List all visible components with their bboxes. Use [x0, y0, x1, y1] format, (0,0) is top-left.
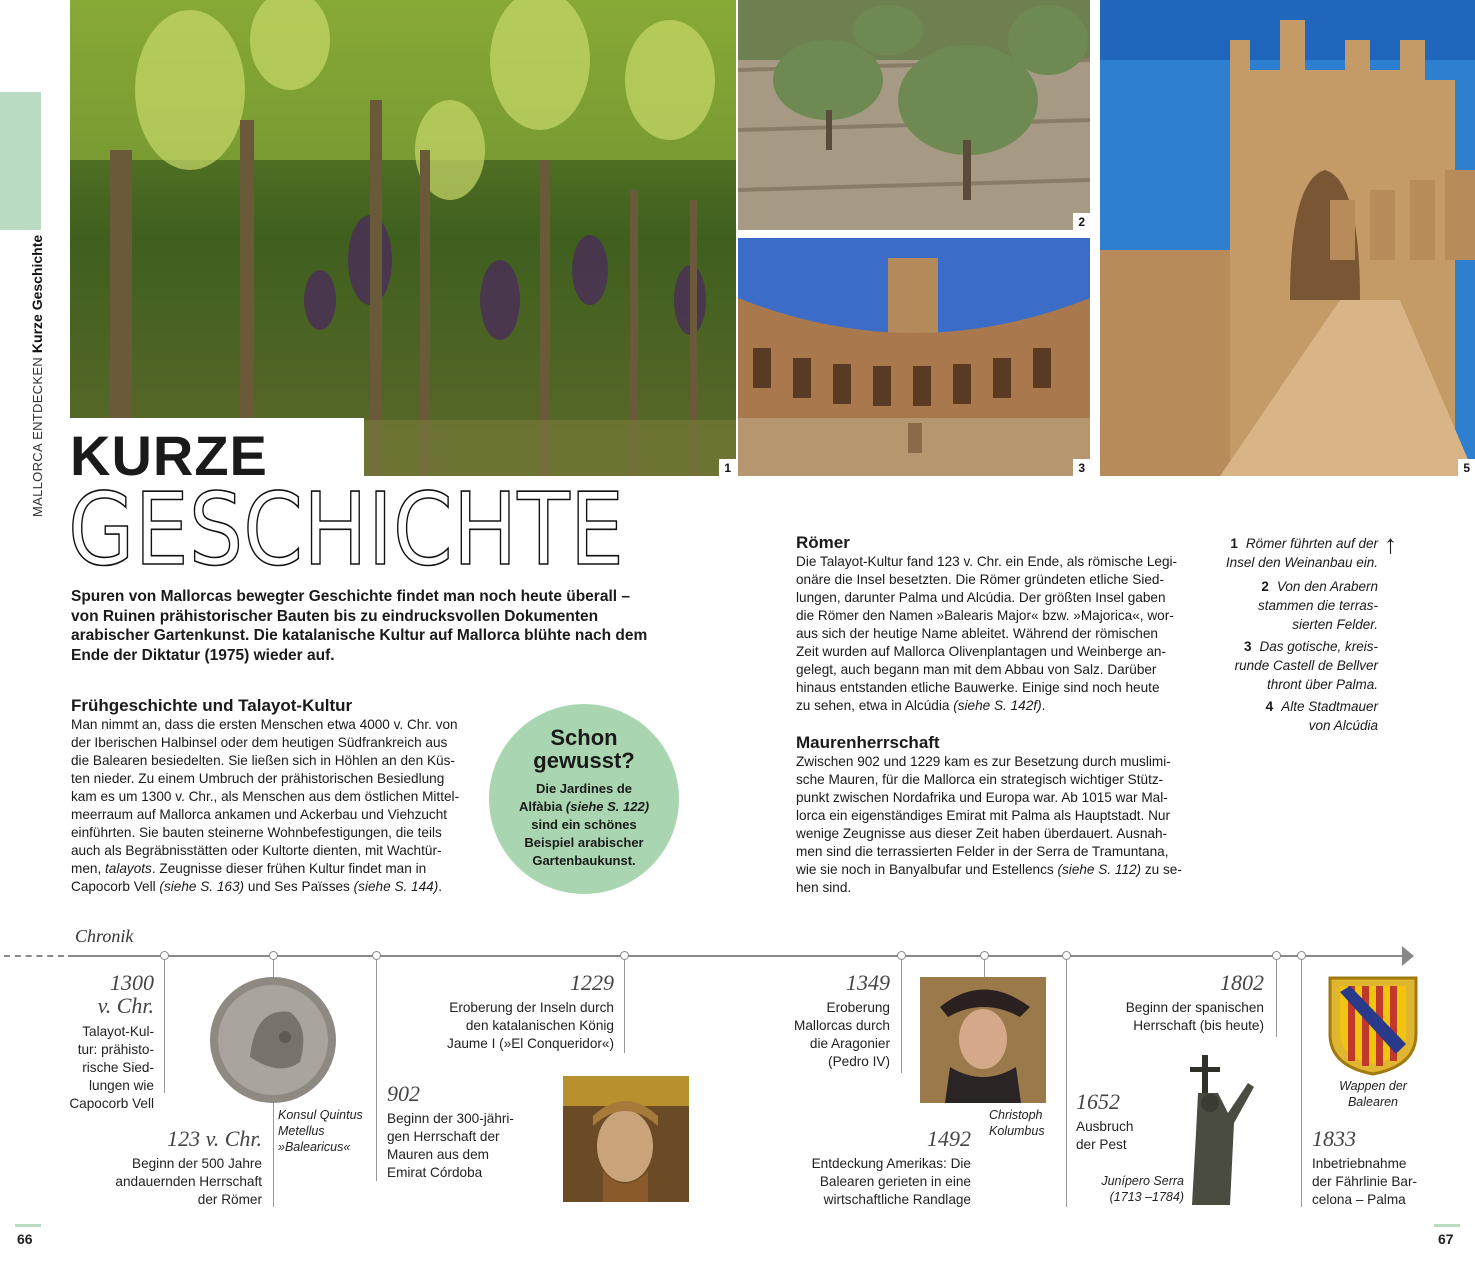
event-1300: 1300 v. Chr. Talayot-Kul- tur: prähisto- rische Sied- lungen wie Capocorb Vell: [69, 970, 154, 1111]
timeline-tick: [1066, 957, 1067, 1207]
body-line: ten nieder. Zu einem Umbruch der prähistorischen Besiedlung: [71, 771, 445, 786]
timeline-dot: [1297, 951, 1306, 960]
section-heading: Frühgeschichte und Talayot-Kultur: [71, 696, 353, 715]
timeline-dot: [980, 951, 989, 960]
image-columbus-portrait: [920, 977, 1046, 1103]
timeline-tick: [984, 957, 985, 977]
photo-number: 2: [1073, 213, 1090, 230]
page-number-left: 66: [17, 1231, 33, 1247]
page-number-right: 67: [1438, 1231, 1454, 1247]
event-123: 123 v. Chr. Beginn der 500 Jahre andauernden Herrschaft der Römer: [115, 1126, 262, 1207]
photo-number: 3: [1073, 459, 1090, 476]
timeline-dot: [620, 951, 629, 960]
running-header-section: MALLORCA ENTDECKEN: [30, 357, 45, 517]
section-body: [71, 716, 471, 896]
coin-caption: Konsul Quintus Metellus »Balearicus«: [278, 1108, 363, 1154]
event-1229: 1229 Eroberung der Inseln durch den katalanischen König Jaume I (»El Conqueridor«): [447, 970, 614, 1051]
timeline-tick: [1276, 957, 1277, 1037]
section-fruehgeschichte: [71, 696, 471, 896]
timeline-dot: [372, 951, 381, 960]
running-header: [29, 235, 45, 517]
timeline-tick: [901, 957, 902, 1073]
event-1802: 1802 Beginn der spanischen Herrschaft (bis heute): [1125, 970, 1264, 1033]
photo-caption-2: 2 Von den Arabern stammen die terras- sierten Felder.: [1257, 579, 1378, 632]
event-1833: 1833 Inbetriebnahme der Fährlinie Bar- celona – Palma: [1312, 1126, 1418, 1207]
photo-olive-terraces: [738, 0, 1090, 230]
body-line: einführten. Sie bauten steinerne Wohnbefestigungen, die teils: [71, 825, 442, 840]
timeline-arrow-icon: [1402, 946, 1414, 966]
section-maurenherrschaft: [796, 733, 1196, 897]
timeline-tick: [1301, 957, 1302, 1207]
image-roman-coin: [210, 977, 336, 1103]
body-line: der Iberischen Halbinsel oder dem heutigen Südfrankreich aus: [71, 735, 448, 750]
photo-caption-4: 4 Alte Stadtmauer von Alcúdia: [1265, 699, 1378, 733]
fact-circle: [489, 704, 679, 894]
photo-castell-bellver: [738, 238, 1090, 476]
image-jaume-portrait: [563, 1076, 689, 1202]
section-roemer: [796, 533, 1196, 715]
fact-heading: Schon gewusst?: [533, 725, 635, 773]
event-902: 902 Beginn der 300-jähri- gen Herrschaft der Mauren aus dem Emirat Córdoba: [387, 1081, 514, 1180]
timeline-dot: [269, 951, 278, 960]
photo-number: 5: [1458, 459, 1475, 476]
image-coat-of-arms: [1326, 974, 1420, 1076]
section-heading: Römer: [796, 533, 850, 552]
event-1492: 1492 Entdeckung Amerikas: Die Balearen gerieten in eine wirtschaftliche Randlage: [811, 1126, 971, 1207]
section-heading: Maurenherrschaft: [796, 733, 940, 752]
arrow-up-icon: ↑: [1384, 529, 1397, 559]
photo-number: 1: [719, 459, 736, 476]
serra-caption: Junípero Serra (1713 –1784): [1101, 1174, 1184, 1204]
running-header-title: Kurze Geschichte: [29, 234, 45, 354]
photo-caption-3: 3 Das gotische, kreis- runde Castell de Bellver thront über Palma.: [1234, 639, 1378, 692]
event-1349: 1349 Eroberung Mallorcas durch die Aragonier (Pedro IV): [794, 970, 890, 1069]
body-line: Man nimmt an, dass die ersten Menschen etwa 4000 v. Chr. von: [71, 717, 458, 732]
timeline-tick: [164, 957, 165, 1093]
fact-body: Die Jardines de Alfàbia (siehe S. 122) sind ein schönes Beispiel arabischer Gartenbaukunst.: [518, 781, 650, 868]
timeline-tick: [624, 957, 625, 1053]
lead-paragraph: Spuren von Mallorcas bewegter Geschichte findet man noch heute überall – von Ruinen prähistorischer Bauten bis zu eindrucksvollen Dokumenten arabischer Gartenkunst. Die katalanische Kultur auf Mallorca blühte nach dem Ende der Diktatur (1975) wieder auf.: [71, 588, 648, 664]
timeline-dot: [160, 951, 169, 960]
body-line: men, talayots. Zeugnisse dieser frühen Kultur findet man in: [71, 861, 427, 876]
page-marker-left: [15, 1224, 41, 1227]
timeline-dot: [1272, 951, 1281, 960]
page-title-line2-svg: [68, 471, 628, 588]
photo-vineyard: [70, 0, 736, 476]
photo-caption-1: 1 Römer führten auf der Insel den Weinanbau ein.: [1225, 536, 1378, 570]
coat-of-arms-caption: Wappen der Balearen: [1339, 1079, 1407, 1109]
body-line: kam es um 1300 v. Chr., als Menschen aus dem östlichen Mittel-: [71, 789, 460, 804]
page-title-line1: KURZE: [70, 424, 268, 487]
body-line: auch als Begräbnisstätten oder Kultorte dienten, mit Wachtür-: [71, 843, 442, 858]
chronik-label: Chronik: [75, 926, 134, 946]
event-1652: 1652 Ausbruch der Pest: [1076, 1089, 1134, 1152]
photo-stadtmauer-alcudia: [1100, 0, 1475, 476]
page-title-line2: GESCHICHTE: [68, 471, 624, 588]
timeline-dot: [1062, 951, 1071, 960]
body-line: meerraum auf Mallorca ankamen und Ackerbau und Viehzucht: [71, 807, 448, 822]
section-body: Die Talayot-Kultur fand 123 v. Chr. ein Ende, als römische Legi- onäre die Insel besetzten. Die Römer gründeten etliche Sied- lungen, darunter Palma und Alcúdia. Der größten Insel gaben die Römer den Namen »Balearis Major« bzw. »Majorica«, wor- aus sich der heutige Name ableitet. Während der römischen Zeit wurden auf Mallorca Olivenplantagen und Weinberge an- gelegt, auch begann man mit dem Abbau von Salz. Darüber hinaus entstanden etliche Bauwerke. Einige sind noch heute zu sehen, etwa in Alcúdia (siehe S. 142f).: [796, 554, 1178, 713]
timeline-dash: [4, 955, 64, 957]
page-title-line2-wrap: [68, 471, 628, 588]
timeline-tick: [376, 957, 377, 1181]
body-line: Capocorb Vell (siehe S. 163) und Ses Païsses (siehe S. 144).: [71, 879, 443, 894]
body-line: die Balearen besiedelten. Sie ließen sich in Höhlen an den Küs-: [71, 753, 455, 768]
columbus-caption: Christoph Kolumbus: [989, 1108, 1045, 1138]
section-body: Zwischen 902 und 1229 kam es zur Besetzung durch muslimi- sche Mauren, für die Mallorca ein strategisch wichtiger Stütz- punkt zwischen Nordafrika und Europa war. Ab 1015 war Mal- lorca ein eigenständiges Emirat mit Palma als Hauptstadt. Nur wenige Zeugnisse aus dieser Zeit haben überdauert. Ausnah- men sind die terrassierten Felder in der Serra de Tramuntana, wie sie noch in Banyalbufar und Estellencs (siehe S. 112) zu se- hen sind.: [796, 754, 1182, 895]
page-marker-right: [1434, 1224, 1460, 1227]
timeline-dot: [897, 951, 906, 960]
section-tab: [0, 92, 41, 230]
